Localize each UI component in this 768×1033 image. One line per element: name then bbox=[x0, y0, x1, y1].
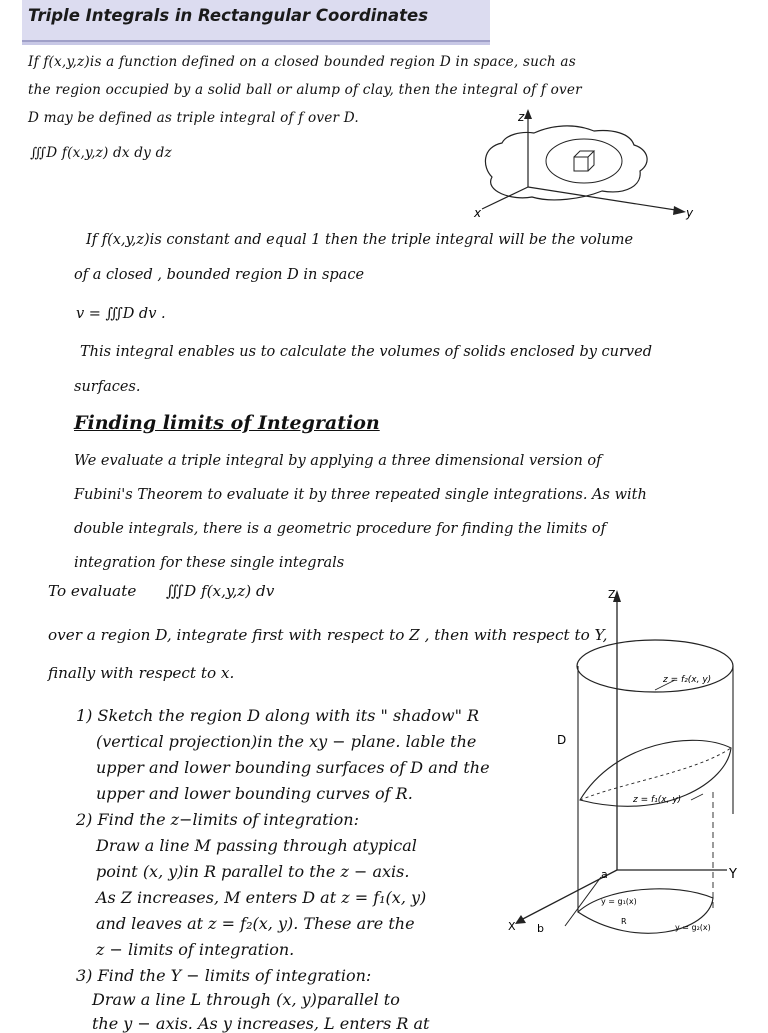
step3-line-1: 3) Find the Y − limits of integration: bbox=[76, 966, 372, 985]
step1-line-1: 1) Sketch the region D along with its " shadow" R bbox=[76, 706, 480, 725]
figure2-d-label: D bbox=[557, 733, 567, 747]
upper-surface-label: z = f₂(x, y) bbox=[663, 675, 712, 685]
figure2-b-label: b bbox=[537, 922, 544, 935]
section-line-3: double integrals, there is a geometric procedure for finding the limits of bbox=[74, 521, 607, 537]
intro-line-1: If f(x,y,z)is a function defined on a closed bounded region D in space, such as bbox=[28, 54, 576, 70]
section-line-2: Fubini's Theorem to evaluate it by three repeated single integrations. As with bbox=[74, 487, 647, 503]
evaluate-line-1: To evaluate bbox=[48, 582, 137, 600]
triple-integral-formula: ∭D f(x,y,z) dx dy dz bbox=[30, 145, 172, 161]
page-title: Triple Integrals in Rectangular Coordinates bbox=[28, 6, 429, 25]
figure2-z-label: Z bbox=[608, 588, 616, 601]
step2-line-5: and leaves at z = f₂(x, y). These are the bbox=[96, 914, 415, 933]
evaluate-line-2: over a region D, integrate first with respect to Z , then with respect to Y, bbox=[48, 626, 608, 644]
lower-surface-label: z = f₁(x, y) bbox=[633, 795, 682, 805]
constant-line-2: of a closed , bounded region D in space bbox=[74, 267, 365, 283]
step2-line-4: As Z increases, M enters D at z = f₁(x, y) bbox=[96, 888, 427, 907]
figure2-a-label: a bbox=[601, 868, 608, 881]
limits-figure bbox=[505, 582, 767, 962]
step3-line-3: the y − axis. As y increases, L enters R at bbox=[92, 1014, 430, 1033]
lower-curve-label: y = g₁(x) bbox=[601, 897, 637, 906]
upper-curve-label: y = g₂(x) bbox=[675, 923, 711, 932]
section-heading: Finding limits of Integration bbox=[74, 412, 380, 434]
constant-line-3: This integral enables us to calculate the volumes of solids enclosed by curved bbox=[80, 344, 652, 360]
step1-line-3: upper and lower bounding surfaces of D and the bbox=[96, 758, 490, 777]
constant-line-4: surfaces. bbox=[74, 379, 141, 395]
intro-line-3: D may be defined as triple integral of f over D. bbox=[28, 110, 359, 126]
section-line-1: We evaluate a triple integral by applying a three dimensional version of bbox=[74, 453, 602, 469]
figure1-y-label: y bbox=[686, 206, 694, 220]
volume-formula: v = ∭D dv . bbox=[76, 306, 166, 322]
figure1-z-label: z bbox=[518, 110, 525, 124]
step2-line-6: z − limits of integration. bbox=[96, 940, 295, 959]
region-r-label: R bbox=[621, 917, 627, 926]
step2-line-3: point (x, y)in R parallel to the z − axis. bbox=[96, 862, 410, 881]
step1-line-4: upper and lower bounding curves of R. bbox=[96, 784, 413, 803]
step1-line-2: (vertical projection)in the xy − plane. lable the bbox=[96, 732, 477, 751]
figure2-x-label: X bbox=[508, 920, 516, 933]
step2-line-2: Draw a line M passing through atypical bbox=[96, 836, 417, 855]
evaluate-formula: ∭D f(x,y,z) dv bbox=[166, 582, 275, 600]
intro-line-2: the region occupied by a solid ball or alump of clay, then the integral of f over bbox=[28, 82, 582, 98]
evaluate-line-3: finally with respect to x. bbox=[48, 664, 235, 682]
section-line-4: integration for these single integrals bbox=[74, 555, 345, 571]
figure1-x-label: x bbox=[474, 206, 482, 220]
step2-line-1: 2) Find the z−limits of integration: bbox=[76, 810, 359, 829]
region-figure bbox=[462, 105, 702, 223]
step3-line-2: Draw a line L through (x, y)parallel to bbox=[92, 990, 400, 1009]
figure2-y-label: Y bbox=[729, 867, 737, 882]
constant-line-1: If f(x,y,z)is constant and equal 1 then the triple integral will be the volume bbox=[86, 232, 634, 248]
